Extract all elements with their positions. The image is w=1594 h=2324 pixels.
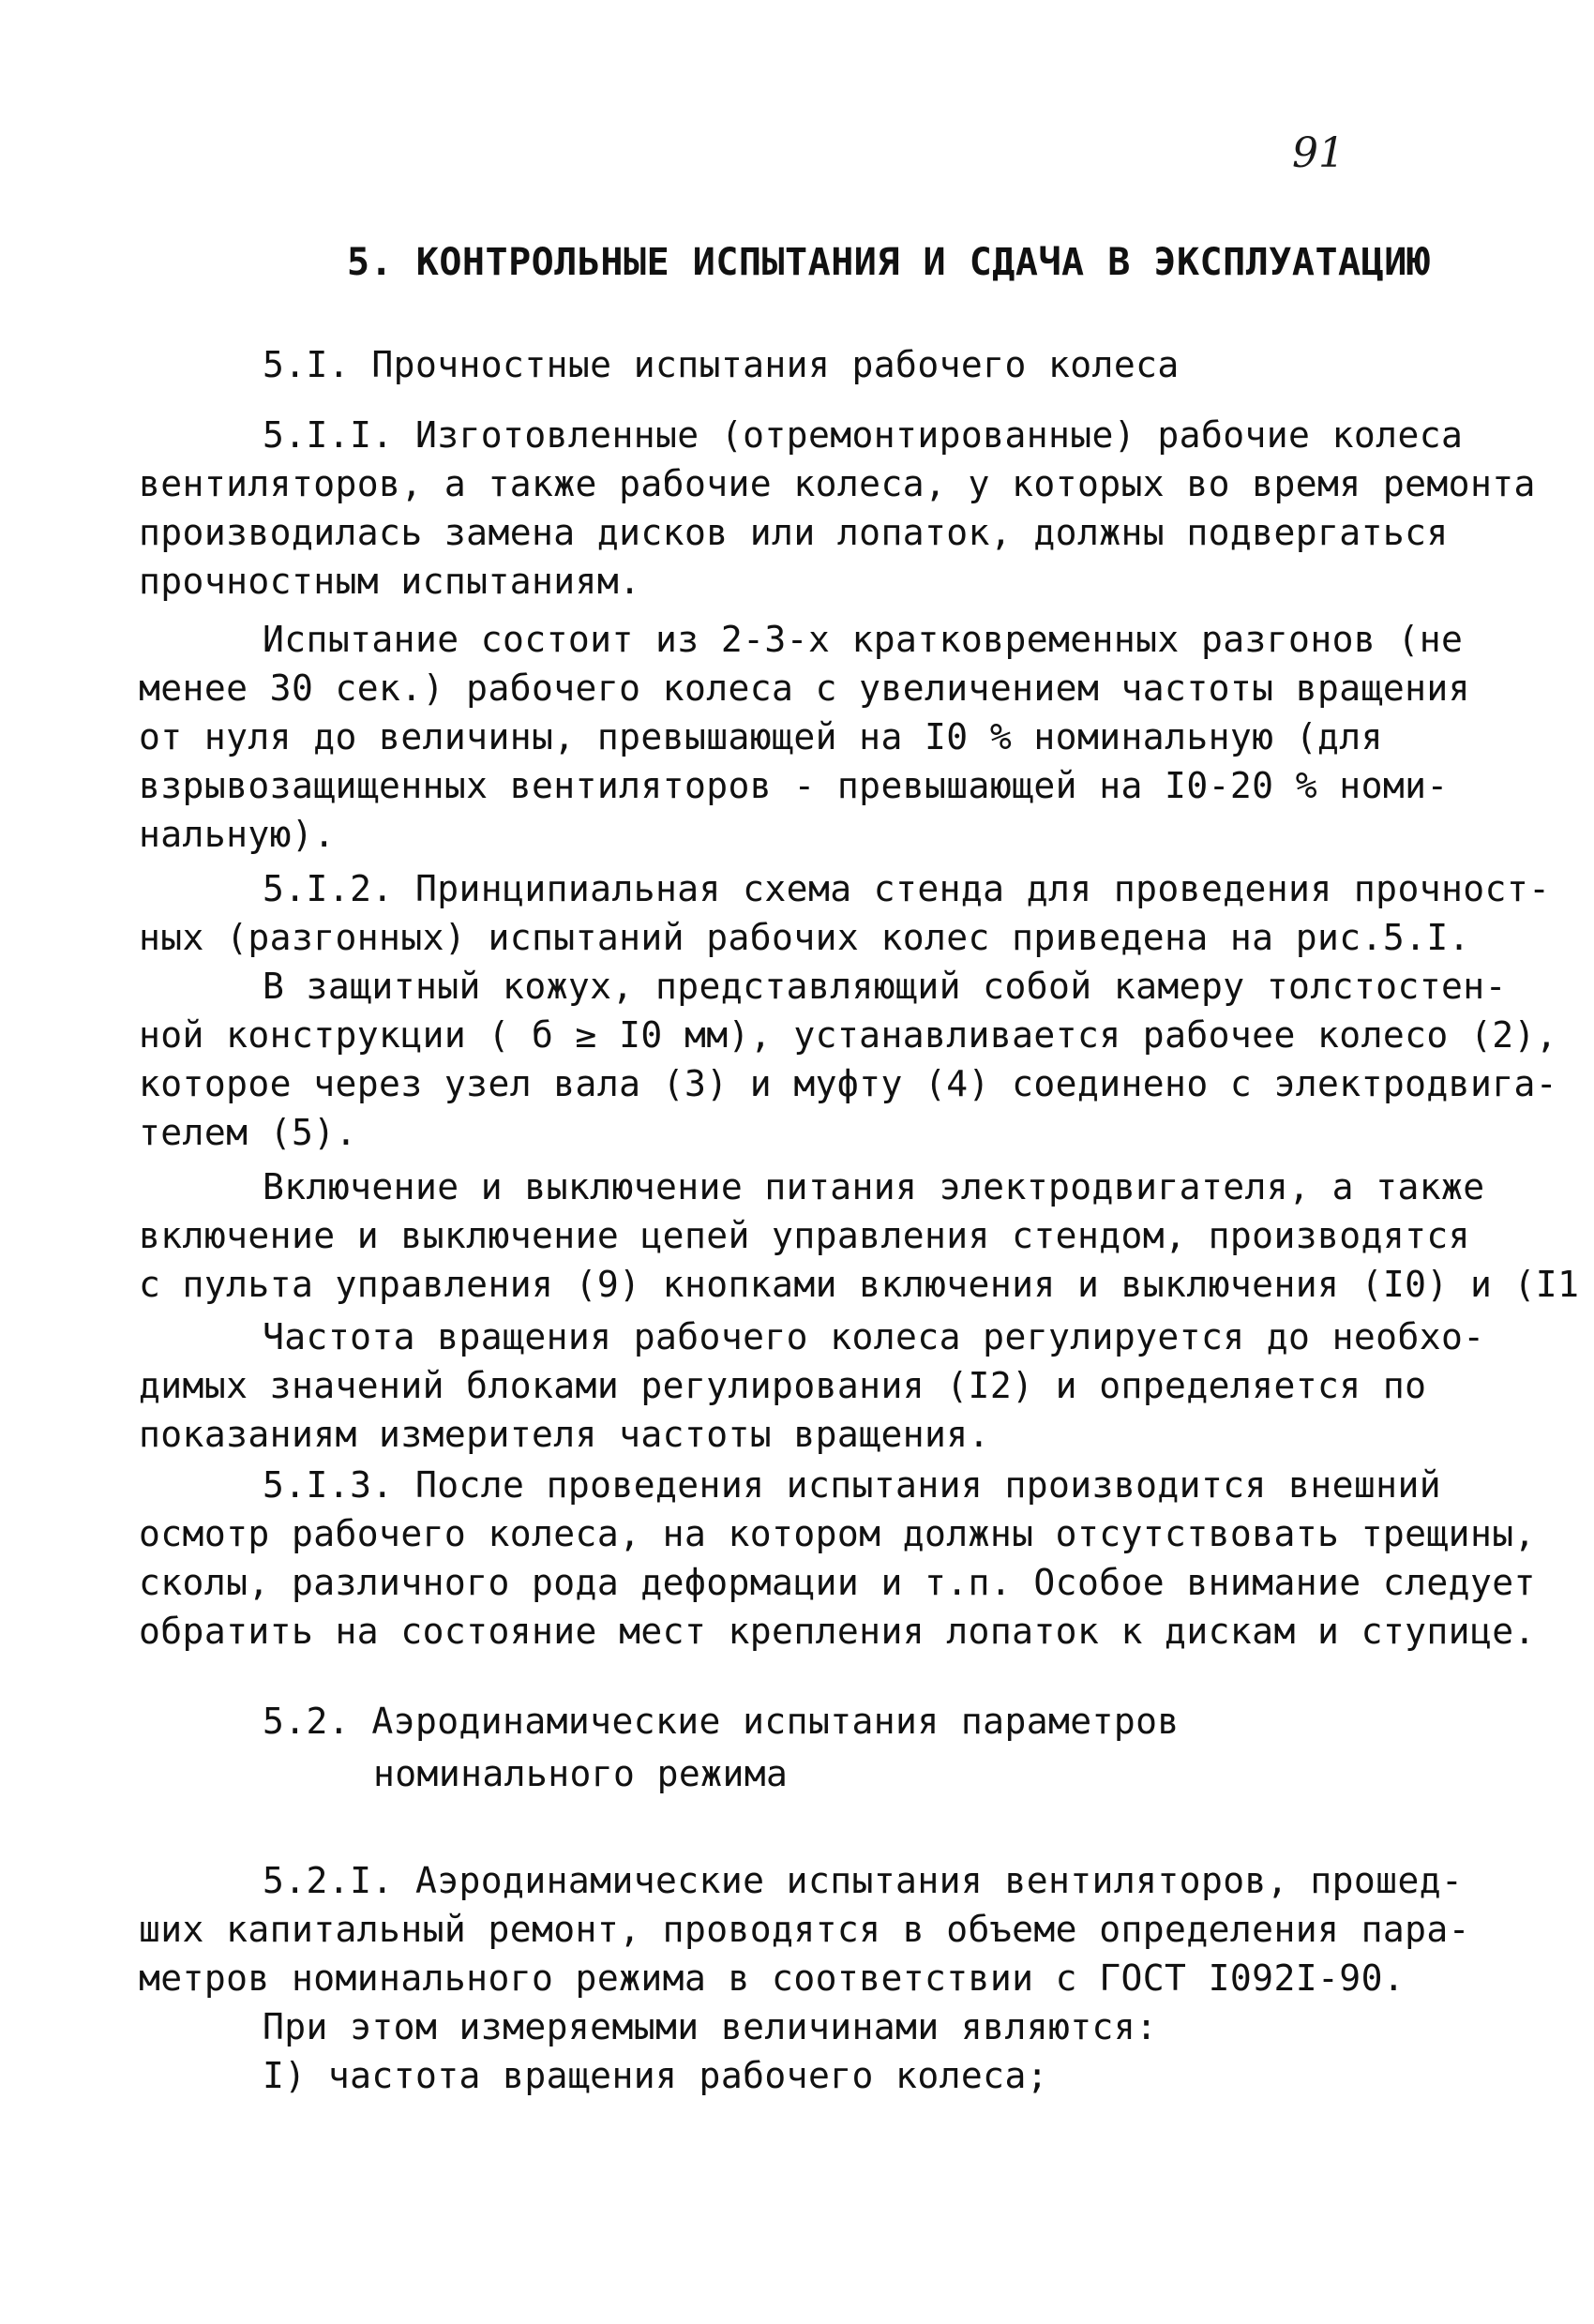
paragraph-line: Испытание состоит из 2-3-х кратковременных разгонов (не [263,619,1464,660]
paragraph-line: производилась замена дисков или лопаток, должны подвергаться [139,512,1449,553]
paragraph-line: вентиляторов, а также рабочие колеса, у которых во время ремонта [139,463,1536,504]
paragraph-line: осмотр рабочего колеса, на котором должны отсутствовать трещины, [139,1513,1536,1554]
paragraph-line: Включение и выключение питания электродвигателя, а также [263,1166,1485,1207]
section-heading-5-1: 5.I. Прочностные испытания рабочего колеса [263,344,1180,385]
chapter-title: 5. КОНТРОЛЬНЫЕ ИСПЫТАНИЯ И СДАЧА В ЭКСПЛУАТАЦИЮ [347,241,1431,284]
paragraph-line: Частота вращения рабочего колеса регулируется до необхо- [263,1316,1485,1357]
paragraph-line: 5.2.I. Аэродинамические испытания вентиляторов, прошед- [263,1860,1464,1901]
paragraph-line: При этом измеряемыми величинами являются: [263,2006,1158,2047]
paragraph-line: В защитный кожух, представляющий собой камеру толстостен- [263,966,1507,1007]
paragraph-line: ной конструкции ( б ≥ I0 мм), устанавливается рабочее колесо (2), [139,1014,1558,1056]
paragraph-line: ных (разгонных) испытаний рабочих колес приведена на рис.5.I. [139,917,1470,958]
paragraph-line: показаниям измерителя частоты вращения. [139,1414,990,1455]
paragraph-line: телем (5). [139,1112,357,1153]
paragraph-line: сколы, различного рода деформации и т.п. Особое внимание следует [139,1562,1536,1603]
paragraph-line: взрывозащищенных вентиляторов - превышающей на I0-20 % номи- [139,765,1449,806]
paragraph-line: 5.I.2. Принципиальная схема стенда для проведения прочност- [263,868,1551,909]
paragraph-line: нальную). [139,814,336,855]
paragraph-line: от нуля до величины, превышающей на I0 % номинальную (для [139,716,1383,757]
paragraph-line: 5.I.I. Изготовленные (отремонтированные) рабочие колеса [263,414,1464,456]
paragraph-line: которое через узел вала (3) и муфту (4) соединено с электродвига- [139,1063,1558,1104]
paragraph-line: включение и выключение цепей управления стендом, производятся [139,1215,1470,1256]
page-number: 91 [1292,129,1345,177]
paragraph-line: ших капитальный ремонт, проводятся в объеме определения пара- [139,1909,1470,1950]
paragraph-line: димых значений блоками регулирования (I2) и определяется по [139,1365,1427,1406]
paragraph-line: метров номинального режима в соответствии с ГОСТ I092I-90. [139,1957,1406,1999]
paragraph-line: с пульта управления (9) кнопками включения и выключения (I0) и (I1 [139,1264,1580,1305]
paragraph-line: прочностным испытаниям. [139,561,641,602]
section-heading-5-2: 5.2. Аэродинамические испытания параметров [263,1701,1180,1742]
section-heading-5-2-cont: номинального режима [373,1753,789,1794]
paragraph-line: 5.I.3. После проведения испытания производится внешний [263,1464,1442,1506]
paragraph-line: менее 30 сек.) рабочего колеса с увеличением частоты вращения [139,667,1470,709]
paragraph-line: обратить на состояние мест крепления лопаток к дискам и ступице. [139,1611,1536,1652]
list-item: I) частота вращения рабочего колеса; [263,2055,1049,2096]
